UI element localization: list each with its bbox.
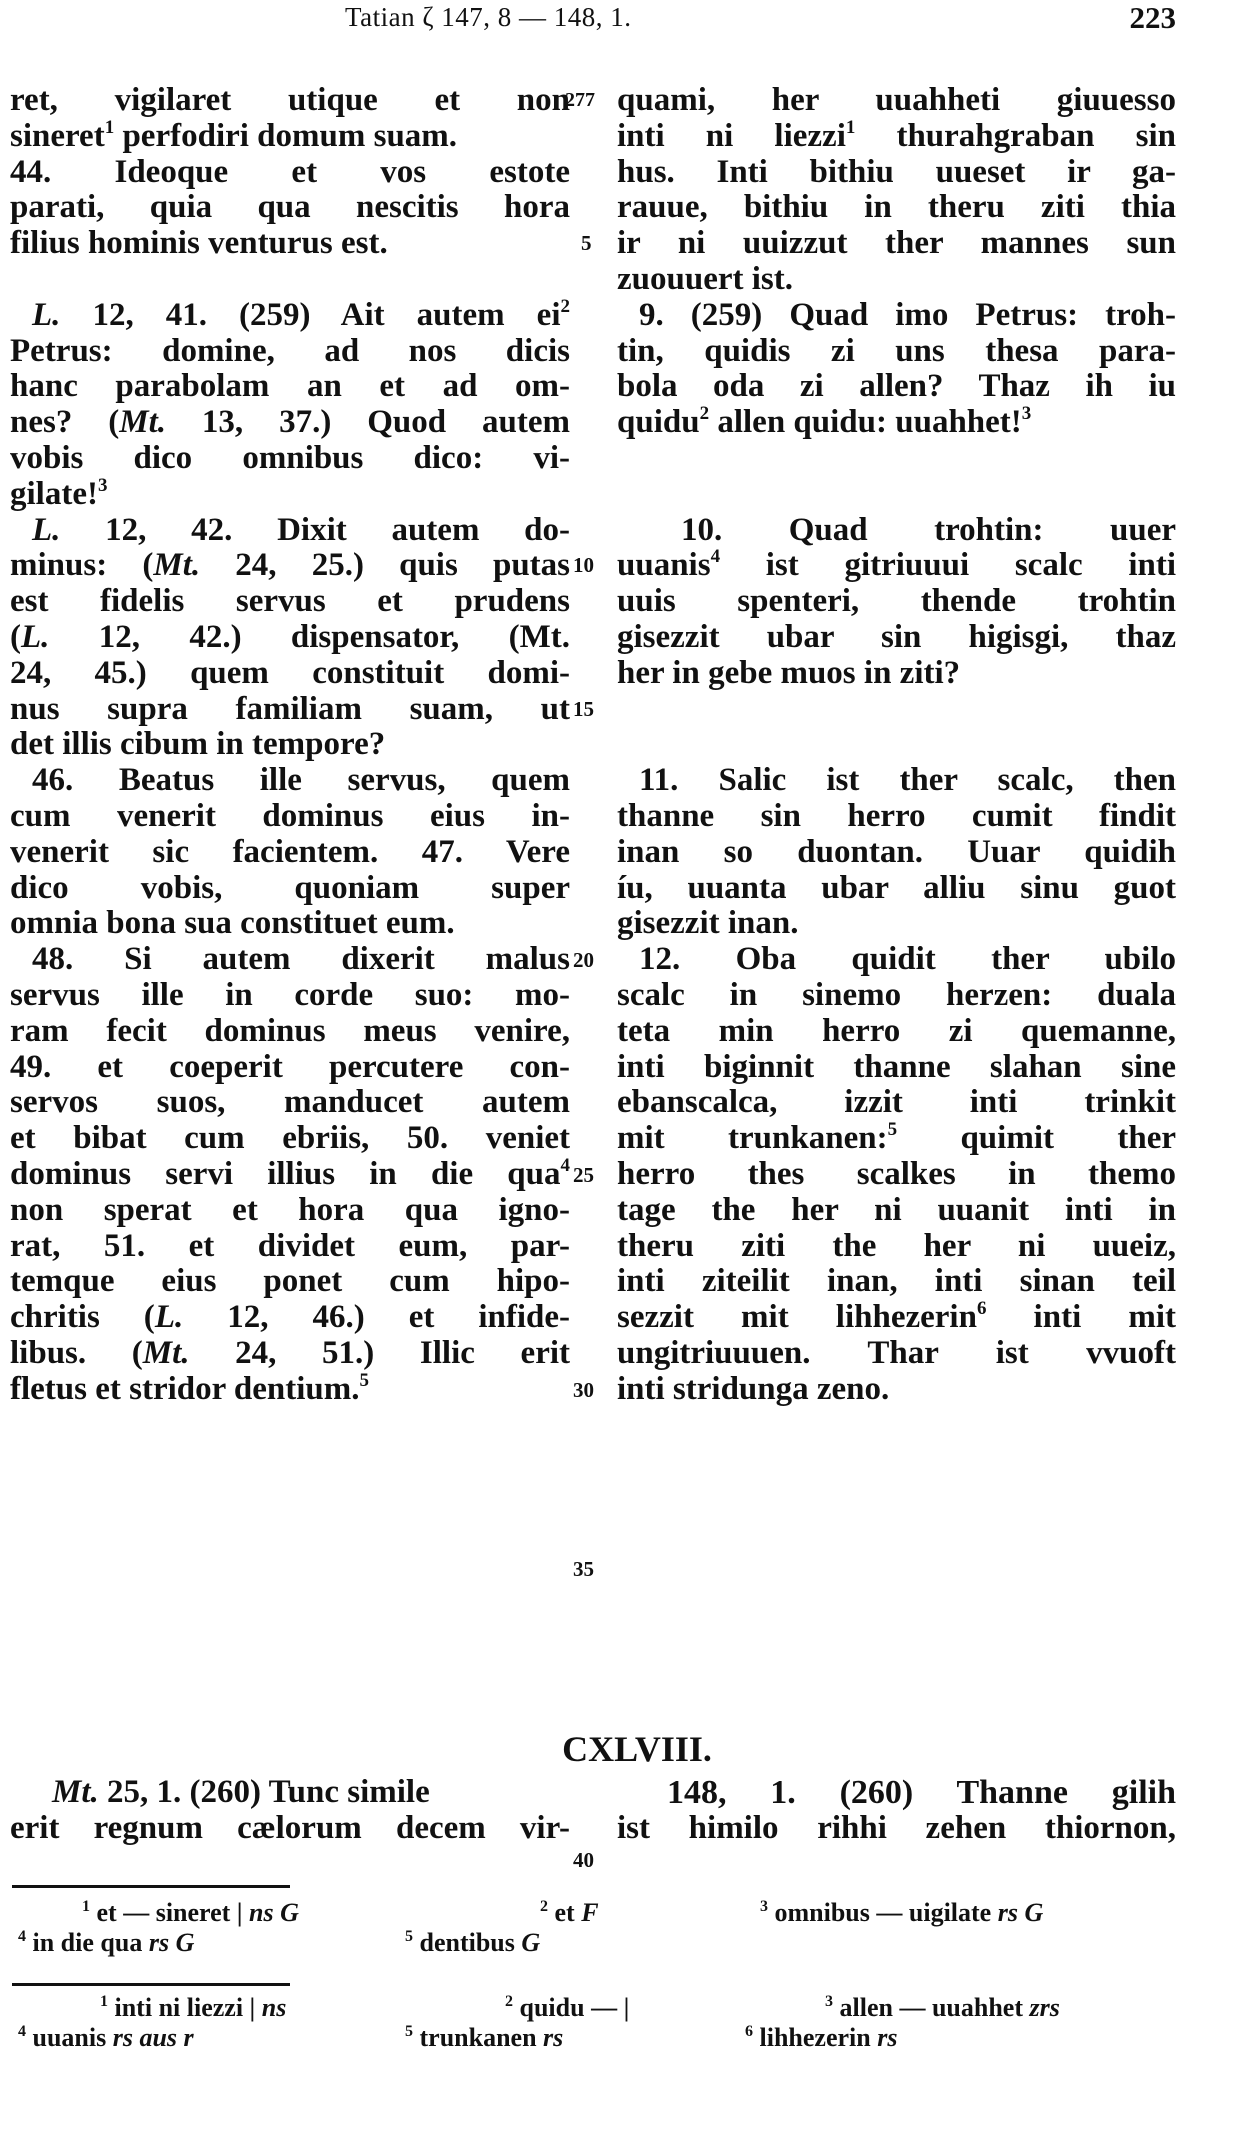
footnote-row: [0, 2023, 1244, 2053]
text-line: [10, 1085, 570, 1121]
text-span: inti stridunga zeno.: [617, 1370, 890, 1407]
gospel-ref: Mt.: [119, 404, 167, 441]
text-span: tin, quidis zi uns thesa para-: [617, 332, 1176, 369]
footnote-marker: 2: [540, 1898, 548, 1915]
footnote-1: [82, 1898, 299, 1928]
text-line: [10, 871, 570, 907]
footnote-2: [540, 1898, 599, 1928]
footnote-siglum: ns: [261, 1993, 287, 2022]
footnote-siglum: F: [581, 1898, 599, 1927]
text-span: gisezzit inan.: [617, 905, 799, 942]
text-line: [617, 727, 1176, 763]
text-line: [10, 835, 570, 871]
text-span: rat, 51. et dividet eum, par-: [10, 1227, 570, 1264]
text-line: [617, 978, 1176, 1014]
footnote-marker: 4: [18, 1928, 26, 1945]
text-span: hanc parabolam an et ad om-: [10, 368, 570, 405]
text-line: [617, 942, 1176, 978]
text-line: [617, 116, 1176, 155]
footnotes-ohg: [0, 1993, 1244, 2053]
text-span: temque eius ponet cum hipo-: [10, 1263, 570, 1300]
text-span: 25, 1. (260) Tunc simile: [98, 1774, 430, 1810]
chapter-heading: [0, 1728, 1244, 1770]
text-span: herro thes scalkes in themo: [617, 1155, 1176, 1192]
text-line: [617, 692, 1176, 728]
text-line: [10, 334, 570, 370]
footnote-marker: 5: [405, 1928, 413, 1945]
text-span: inti mit: [986, 1299, 1176, 1336]
text-line: [617, 513, 1176, 549]
text-span: uuis spenteri, thende trohtin: [617, 583, 1176, 620]
footnotes-latin: [0, 1898, 1244, 1958]
gospel-ref: Mt.: [52, 1774, 99, 1810]
text-span: non sperat et hora qua igno-: [10, 1191, 570, 1228]
gospel-ref: Mt.: [153, 547, 201, 584]
text-span: thanne sin herro cumit findit: [617, 797, 1176, 834]
text-line: [617, 871, 1176, 907]
text-span: 24, 45.) quem constituit domi-: [10, 654, 570, 691]
footnote-siglum: rs G: [148, 1928, 195, 1957]
text-span: 46. Beatus ille servus, quem: [32, 762, 570, 799]
text-span: et bibat cum ebriis, 50. veniet: [10, 1120, 570, 1157]
text-line: [10, 1336, 570, 1372]
footnote-marker: 5: [359, 1369, 370, 1391]
text-span: 9. (259) Quad imo Petrus: troh-: [639, 296, 1176, 333]
text-line: [617, 1372, 1176, 1408]
text-span: nus supra familiam suam, ut: [10, 690, 570, 727]
chapter-number: CXLVIII.: [562, 1729, 712, 1769]
text-line: [617, 262, 1176, 298]
text-line: [617, 83, 1176, 119]
text-span: 24, 25.) quis putas: [200, 547, 571, 584]
text-span: theru ziti the her ni uueiz,: [617, 1227, 1176, 1264]
text-span: zuouuert ist.: [617, 260, 793, 297]
text-span: inti biginnit thanne slahan sine: [617, 1048, 1176, 1085]
footnote-text: dentibus: [419, 1928, 522, 1957]
text-line: [10, 727, 570, 763]
line-number-5: 5: [581, 231, 592, 255]
footnote-siglum: rs G: [997, 1898, 1044, 1927]
text-line: [617, 477, 1176, 513]
text-span: venerit sic facientem. 47. Vere: [10, 833, 570, 870]
footnote-5: [405, 2023, 563, 2053]
text-line: [10, 1264, 570, 1300]
text-span: omnia bona sua constituet eum.: [10, 905, 455, 942]
footnote-row: [0, 1898, 1244, 1928]
footnote-marker: 6: [976, 1298, 987, 1320]
text-line: [617, 1336, 1176, 1372]
text-span: mit trunkanen:: [617, 1120, 888, 1157]
text-line: [10, 1154, 570, 1193]
text-span: 49. et coeperit percutere con-: [10, 1048, 570, 1085]
folio-marker: 277: [565, 89, 595, 111]
text-line: [10, 692, 570, 728]
text-span: fletus et stridor dentium.: [10, 1370, 360, 1407]
text-span: perfodiri domum suam.: [114, 117, 458, 154]
text-line: [617, 1050, 1176, 1086]
text-line: [617, 190, 1176, 226]
text-span: inan so duontan. Uuar quidih: [617, 833, 1176, 870]
text-line: [617, 1085, 1176, 1121]
running-head: Tatian ζ 147, 8 — 148, 1.: [345, 2, 632, 32]
text-line: [617, 1193, 1176, 1229]
text-line: [10, 116, 570, 155]
text-span: inti ziteilit inan, inti sinan teil: [617, 1263, 1176, 1300]
text-line: [617, 298, 1176, 334]
line-number-30: 30: [573, 1378, 594, 1402]
text-span: tage the her ni uuanit inti in: [617, 1191, 1176, 1228]
text-span: Petrus: domine, ad nos dicis: [10, 332, 570, 369]
text-span: uuanis: [617, 547, 711, 584]
text-span: parati, quia qua nescitis hora: [10, 189, 570, 226]
text-line: [10, 513, 570, 549]
gospel-ref: Mt.: [142, 1334, 190, 1371]
footnote-text: in die qua: [32, 1928, 149, 1957]
text-span: servus ille in corde suo: mo-: [10, 976, 570, 1013]
footnote-text: et — sineret |: [96, 1898, 250, 1927]
footnote-row: [0, 1993, 1244, 2023]
footnote-row: [0, 1928, 1244, 1958]
text-span: quidu: [617, 404, 700, 441]
text-span: rauue, bithiu in theru ziti thia: [617, 189, 1176, 226]
text-line: [617, 226, 1176, 262]
text-span: scalc in sinemo herzen: duala: [617, 976, 1176, 1013]
text-span: det illis cibum in tempore?: [10, 726, 386, 763]
footnote-marker: 3: [825, 1993, 833, 2010]
footnote-text: et: [554, 1898, 582, 1927]
text-line: [617, 1229, 1176, 1265]
text-line: [617, 1121, 1176, 1157]
page-header: [0, 0, 1244, 40]
text-line: [10, 190, 570, 226]
text-line: [617, 1300, 1176, 1336]
text-span: 10. Quad trohtin: uuer: [681, 511, 1176, 548]
text-span: chritis (: [10, 1299, 155, 1336]
text-span: ret, vigilaret utique et non: [10, 82, 570, 118]
footnote-marker: 3: [1021, 403, 1032, 425]
text-span: filius hominis venturus est.: [10, 225, 388, 262]
footnote-siglum: rs: [877, 2023, 898, 2052]
text-span: 12. Oba quidit ther ubilo: [639, 941, 1176, 978]
text-line: [617, 799, 1176, 835]
text-span: 12, 46.) et infide-: [183, 1299, 571, 1336]
text-span: ram fecit dominus meus venire,: [10, 1012, 570, 1049]
text-line: [10, 441, 570, 477]
text-line: [10, 1193, 570, 1229]
text-span: quami, her uuahheti giuuesso: [617, 82, 1176, 118]
page-number: 223: [1129, 0, 1176, 35]
text-line: [617, 835, 1176, 871]
line-number-15: 15: [573, 697, 594, 721]
text-span: 48. Si autem dixerit malus: [32, 941, 570, 978]
line-number-35: 35: [573, 1557, 594, 1581]
text-span: 12, 42. Dixit autem do-: [60, 511, 570, 548]
text-span: bola oda zi allen? Thaz ih iu: [617, 368, 1176, 405]
text-line: [10, 942, 570, 978]
text-span: ir ni uuizzut ther mannes sun: [617, 225, 1176, 262]
footnote-marker: 1: [104, 116, 115, 138]
text-span: cum venerit dominus eius in-: [10, 797, 570, 834]
footnote-1: [100, 1993, 286, 2023]
text-line: [617, 441, 1176, 477]
line-number-10: 10: [573, 553, 594, 577]
text-line: [617, 1157, 1176, 1193]
text-line: [10, 763, 570, 799]
footnote-marker: 4: [18, 2023, 26, 2040]
footnote-rule-latin: [12, 1885, 290, 1888]
text-span: ist gitriuuui scalc inti: [720, 547, 1176, 584]
text-line: [10, 83, 570, 119]
text-line: [10, 262, 570, 298]
footnote-marker: 2: [505, 1993, 513, 2010]
footnote-text: inti ni liezzi |: [114, 1993, 262, 2022]
footnote-3: [825, 1993, 1060, 2023]
footnote-5: [405, 1928, 540, 1958]
text-line: [10, 1300, 570, 1336]
text-line: [617, 656, 1176, 692]
text-line: [10, 656, 570, 692]
gospel-ref: L.: [32, 511, 61, 548]
text-span: sineret: [10, 117, 105, 154]
text-span: quimit ther: [897, 1120, 1176, 1157]
footnote-text: uuanis: [32, 2023, 113, 2052]
gospel-ref: L.: [154, 1299, 184, 1336]
text-span: sezzit mit lihhezerin: [617, 1299, 977, 1336]
text-line: [10, 1014, 570, 1050]
footnote-siglum: zrs: [1029, 1993, 1060, 2022]
text-line: [10, 1229, 570, 1265]
text-span: (: [10, 618, 21, 655]
text-line: [10, 405, 570, 441]
footnote-marker: 2: [560, 295, 570, 317]
footnote-marker: 2: [699, 403, 710, 425]
text-line: erit regnum cælorum decem vir-: [10, 1809, 570, 1846]
footnote-marker: 1: [845, 116, 856, 138]
footnote-text: trunkanen: [419, 2023, 544, 2052]
text-span: dominus servi illius in die qua: [10, 1155, 561, 1192]
text-line: [617, 620, 1176, 656]
footnote-siglum: ns G: [249, 1898, 299, 1927]
text-line: [10, 155, 570, 191]
footnote-siglum: rs: [543, 2023, 564, 2052]
line-number-25: 25: [573, 1163, 594, 1187]
footnote-marker: 5: [887, 1119, 898, 1141]
text-span: hus. Inti bithiu uueset ir ga-: [617, 153, 1176, 190]
text-line: [617, 763, 1176, 799]
footnote-2: [505, 1993, 629, 2023]
chapter-ohg-start: [617, 1775, 1176, 1847]
text-line: [617, 155, 1176, 191]
text-span: nes? (: [10, 404, 120, 441]
footnote-4: [18, 1928, 194, 1958]
text-line: [617, 334, 1176, 370]
text-line: [617, 584, 1176, 620]
text-span: 13, 37.) Quod autem: [166, 404, 570, 441]
text-line: [10, 548, 570, 584]
footnote-marker: 3: [97, 474, 108, 496]
footnote-3: [760, 1898, 1043, 1928]
text-span: ungitriuuuen. Thar ist vvuoft: [617, 1334, 1176, 1371]
text-span: 12, 42.) dispensator, (Mt.: [49, 618, 570, 655]
footnote-marker: 4: [560, 1154, 570, 1176]
text-line: [10, 584, 570, 620]
gospel-ref: L.: [21, 618, 50, 655]
text-line: ist himilo rihhi zehen thiornon,: [617, 1809, 1176, 1846]
text-span: gisezzit ubar sin higisgi, thaz: [617, 618, 1176, 655]
line-number-40: 40: [573, 1848, 594, 1872]
text-line: [10, 620, 570, 656]
chapter-latin-start: [10, 1775, 570, 1847]
text-span: teta min herro zi quemanne,: [617, 1012, 1176, 1049]
text-line: [10, 295, 570, 334]
text-span: est fidelis servus et prudens: [10, 583, 570, 620]
footnote-4: [18, 2023, 194, 2053]
text-span: thurahgraban sin: [855, 117, 1176, 154]
text-span: servos suos, manducet autem: [10, 1084, 570, 1121]
footnote-marker: 5: [405, 2023, 413, 2040]
text-line: [617, 548, 1176, 584]
text-span: dico vobis, quoniam super: [10, 869, 570, 906]
text-line: 148, 1. (260) Thanne gilih: [667, 1774, 1176, 1811]
footnote-marker: 1: [100, 1993, 108, 2010]
text-span: libus. (: [10, 1334, 143, 1371]
text-span: 44. Ideoque et vos estote: [10, 153, 570, 190]
footnote-text: lihhezerin: [759, 2023, 878, 2052]
footnote-marker: 4: [710, 546, 721, 568]
text-line: [10, 1050, 570, 1086]
text-line: [617, 1264, 1176, 1300]
text-line: [10, 799, 570, 835]
text-span: 11. Salic ist ther scalc, then: [639, 762, 1176, 799]
text-span: inti ni liezzi: [617, 117, 846, 154]
text-span: allen quidu: uuahhet!: [709, 404, 1022, 441]
text-span: 24, 51.) Illic erit: [189, 1334, 571, 1371]
text-span: gilate!: [10, 475, 98, 512]
line-number-20: 20: [573, 948, 594, 972]
footnote-marker: 6: [745, 2023, 753, 2040]
gospel-ref: L.: [32, 296, 61, 333]
text-line: [10, 906, 570, 942]
line-number-gutter: [565, 83, 617, 1872]
text-line: [617, 906, 1176, 942]
footnote-text: quidu — |: [519, 1993, 630, 2022]
text-line: [617, 405, 1176, 441]
text-line: [617, 1014, 1176, 1050]
text-line: [10, 226, 570, 262]
old-high-german-text-column: [617, 83, 1176, 1407]
text-span: vobis dico omnibus dico: vi-: [10, 439, 570, 476]
text-line: [10, 369, 570, 405]
footnote-siglum: G: [521, 1928, 541, 1957]
text-span: minus: (: [10, 547, 154, 584]
footnote-marker: 3: [760, 1898, 768, 1915]
footnote-marker: 1: [82, 1898, 90, 1915]
footnote-text: allen — uuahhet: [839, 1993, 1030, 2022]
text-span: 12, 41. (259) Ait autem ei: [60, 296, 561, 333]
text-line: [10, 1369, 570, 1408]
text-span: ebanscalca, izzit inti trinkit: [617, 1084, 1176, 1121]
footnote-siglum: rs aus r: [112, 2023, 194, 2052]
footnote-text: omnibus — uigilate: [774, 1898, 998, 1927]
footnote-rule-ohg: [12, 1983, 290, 1986]
text-span: íu, uuanta ubar alliu sinu guot: [617, 869, 1176, 906]
latin-text-column: [10, 83, 570, 1407]
text-line: [617, 369, 1176, 405]
footnote-6: [745, 2023, 897, 2053]
text-line: [10, 1775, 570, 1811]
text-line: [10, 978, 570, 1014]
text-line: [10, 1121, 570, 1157]
text-span: her in gebe muos in ziti?: [617, 654, 961, 691]
text-line: [10, 474, 570, 513]
